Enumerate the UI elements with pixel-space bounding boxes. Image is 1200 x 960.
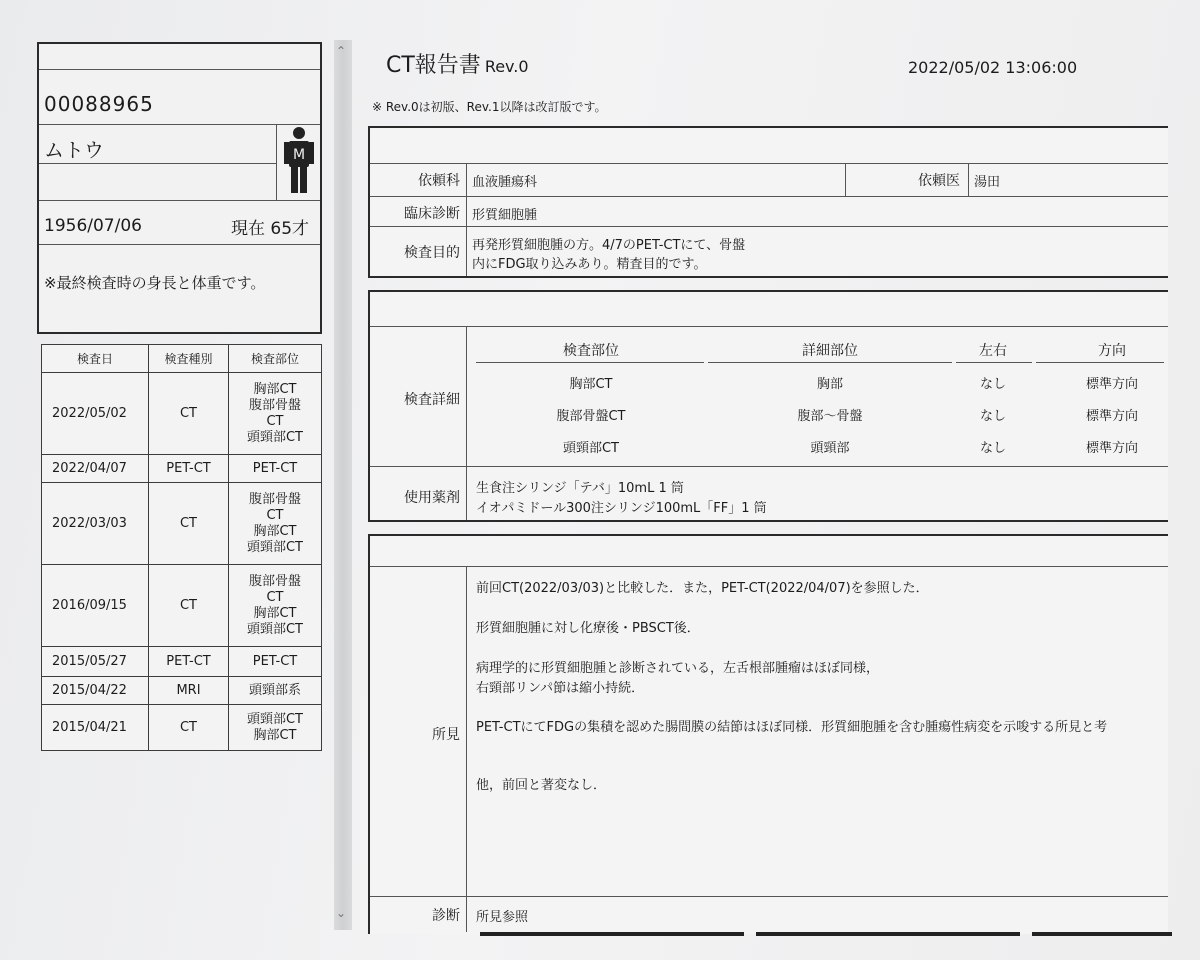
findings-label-divider bbox=[466, 566, 467, 932]
history-part: PET-CT bbox=[252, 460, 298, 476]
exam-row-direction: 標準方向 bbox=[1085, 441, 1138, 456]
report-revision-note: ※ Rev.0は初版、Rev.1以降は改訂版です。 bbox=[372, 100, 607, 114]
exam-row-part: 腹部骨盤CT bbox=[556, 409, 626, 424]
history-part: 頭頸部CT bbox=[246, 429, 304, 445]
history-part: 頭頸部CT bbox=[246, 711, 304, 727]
history-part: 胸部CT bbox=[253, 727, 297, 743]
history-header-type: 検査種別 bbox=[149, 345, 229, 373]
history-parts bbox=[229, 373, 322, 455]
exam-history-table bbox=[41, 344, 322, 751]
request-dept-label: 依頼科 bbox=[418, 173, 460, 189]
exam-row-part: 胸部CT bbox=[569, 377, 613, 392]
report-title-text: CT報告書 bbox=[386, 53, 481, 78]
exam-header-part: 検査部位 bbox=[563, 343, 619, 359]
request-doctor-value: 湯田 bbox=[974, 175, 1001, 190]
exam-header-direction: 方向 bbox=[1098, 343, 1126, 359]
finding-line: 形質細胞腫に対し化療後・PBSCT後． bbox=[476, 621, 700, 636]
history-row[interactable] bbox=[42, 455, 322, 483]
scroll-down-icon[interactable]: ⌄ bbox=[336, 906, 347, 920]
report-datetime: 2022/05/02 13:06:00 bbox=[908, 58, 1078, 77]
history-date: 2015/05/27 bbox=[42, 647, 149, 677]
history-part: CT bbox=[266, 507, 284, 523]
findings-section-header-line bbox=[370, 566, 1168, 567]
exam-header-side: 左右 bbox=[979, 343, 1007, 359]
scroll-up-icon[interactable]: ⌃ bbox=[336, 44, 347, 58]
report-title bbox=[386, 48, 529, 79]
request-section-header-line bbox=[370, 163, 1168, 164]
request-doctor-label: 依頼医 bbox=[918, 173, 960, 189]
exam-row-direction: 標準方向 bbox=[1085, 377, 1138, 392]
finding-line: 病理学的に形質細胞腫と診断されている，左舌根部腫瘤はほぼ同様， bbox=[476, 661, 880, 676]
exam-row-side: なし bbox=[979, 377, 1006, 392]
exam-row-detail: 腹部～骨盤 bbox=[797, 409, 863, 424]
history-date: 2015/04/22 bbox=[42, 677, 149, 705]
exam-row-part: 頭頸部CT bbox=[562, 441, 620, 456]
history-type: CT bbox=[149, 565, 229, 647]
exam-header-underline bbox=[956, 362, 1032, 363]
exam-drug-item: 生食注シリンジ「テバ」10mL 1 筒 bbox=[476, 481, 684, 496]
history-row[interactable] bbox=[42, 677, 322, 705]
finding-line: 前回CT(2022/03/03)と比較した．また，PET-CT(2022/04/07)を参照した． bbox=[476, 581, 929, 596]
history-parts bbox=[229, 647, 322, 677]
exam-section-header-line bbox=[370, 326, 1168, 327]
history-part: 胸部CT bbox=[253, 523, 297, 539]
history-date: 2022/04/07 bbox=[42, 455, 149, 483]
request-label-divider bbox=[466, 163, 467, 276]
history-parts bbox=[229, 483, 322, 565]
findings-diag-label: 診断 bbox=[432, 908, 460, 924]
exam-row-side: なし bbox=[979, 441, 1006, 456]
request-purpose-line: 再発形質細胞腫の方。4/7のPET-CTにて、骨盤 bbox=[472, 238, 746, 253]
exam-row-side: なし bbox=[979, 409, 1006, 424]
history-parts bbox=[229, 677, 322, 705]
exam-detail-label: 検査詳細 bbox=[404, 392, 460, 408]
male-patient-icon bbox=[283, 126, 315, 196]
patient-age: 現在 65才 bbox=[231, 219, 310, 239]
history-part: 頭頸部系 bbox=[248, 682, 301, 698]
request-row-line bbox=[370, 226, 1168, 227]
finding-line: PET-CTにてFDGの集積を認めた腸間膜の結節はほぼ同様．形質細胞腫を含む腫瘍性病変を示唆する所見と考 bbox=[476, 720, 1108, 735]
exam-row-direction: 標準方向 bbox=[1085, 409, 1138, 424]
history-header-date: 検査日 bbox=[42, 345, 149, 373]
patient-name: ムトウ bbox=[44, 138, 104, 162]
history-row[interactable] bbox=[42, 647, 322, 677]
request-row-line bbox=[370, 196, 1168, 197]
exam-drug-line bbox=[370, 466, 1168, 467]
patient-card-header bbox=[39, 44, 320, 70]
history-header-parts: 検査部位 bbox=[229, 345, 322, 373]
request-dept-value: 血液腫瘍科 bbox=[472, 175, 538, 190]
bottom-bar bbox=[756, 932, 1020, 936]
patient-name-blank-divider bbox=[39, 163, 277, 164]
patient-id: 00088965 bbox=[44, 92, 154, 116]
history-row[interactable] bbox=[42, 373, 322, 455]
history-type: CT bbox=[149, 483, 229, 565]
history-part: 腹部骨盤 bbox=[248, 397, 301, 413]
bottom-bar bbox=[480, 932, 744, 936]
exam-row-detail: 頭頸部 bbox=[810, 441, 850, 456]
history-type: PET-CT bbox=[149, 455, 229, 483]
findings-diag-value: 所見参照 bbox=[476, 910, 529, 925]
history-part: PET-CT bbox=[252, 653, 298, 669]
history-part: CT bbox=[266, 413, 284, 429]
patient-dob: 1956/07/06 bbox=[44, 216, 142, 236]
history-row[interactable] bbox=[42, 483, 322, 565]
history-row[interactable] bbox=[42, 565, 322, 647]
findings-label: 所見 bbox=[432, 727, 460, 743]
exam-row-detail: 胸部 bbox=[816, 377, 843, 392]
exam-header-underline bbox=[476, 362, 704, 363]
history-type: MRI bbox=[149, 677, 229, 705]
exam-header-underline bbox=[1036, 362, 1164, 363]
history-row[interactable] bbox=[42, 705, 322, 751]
history-type: PET-CT bbox=[149, 647, 229, 677]
history-header-row bbox=[42, 345, 322, 373]
history-parts bbox=[229, 705, 322, 751]
history-date: 2016/09/15 bbox=[42, 565, 149, 647]
exam-drug-label: 使用薬剤 bbox=[404, 490, 460, 506]
history-type: CT bbox=[149, 705, 229, 751]
history-part: 頭頸部CT bbox=[246, 539, 304, 555]
exam-header-detail: 詳細部位 bbox=[802, 343, 858, 359]
request-purpose-label: 検査目的 bbox=[404, 245, 460, 261]
history-part: 腹部骨盤 bbox=[248, 573, 301, 589]
history-parts bbox=[229, 565, 322, 647]
request-purpose-line: 内にFDG取り込みあり。精査目的です。 bbox=[472, 257, 707, 272]
history-date: 2022/03/03 bbox=[42, 483, 149, 565]
exam-drug-item: イオパミドール300注シリンジ100mL「FF」1 筒 bbox=[476, 501, 767, 516]
history-type: CT bbox=[149, 373, 229, 455]
request-diag-label: 臨床診断 bbox=[404, 206, 460, 222]
svg-text:M: M bbox=[292, 147, 306, 163]
request-diag-value: 形質細胞腫 bbox=[472, 208, 538, 223]
scroll-divider[interactable] bbox=[334, 40, 352, 930]
patient-note: ※最終検査時の身長と体重です。 bbox=[44, 274, 266, 292]
history-part: 胸部CT bbox=[253, 605, 297, 621]
history-part: 胸部CT bbox=[253, 381, 297, 397]
exam-header-underline bbox=[708, 362, 952, 363]
history-part: 腹部骨盤 bbox=[248, 491, 301, 507]
bottom-bar bbox=[1032, 932, 1172, 936]
findings-diag-line bbox=[370, 896, 1168, 897]
finding-line: 右頸部リンパ節は縮小持続． bbox=[476, 681, 645, 696]
history-part: 頭頸部CT bbox=[246, 621, 304, 637]
patient-note-divider bbox=[39, 244, 320, 245]
exam-label-divider bbox=[466, 326, 467, 520]
history-date: 2015/04/21 bbox=[42, 705, 149, 751]
patient-icon-box bbox=[276, 124, 320, 200]
finding-line: 他，前回と著変なし． bbox=[476, 778, 607, 793]
history-date: 2022/05/02 bbox=[42, 373, 149, 455]
history-parts bbox=[229, 455, 322, 483]
request-doctor-divider bbox=[968, 163, 969, 196]
report-revision: Rev.0 bbox=[484, 57, 529, 76]
history-part: CT bbox=[266, 589, 284, 605]
patient-dob-divider bbox=[39, 200, 320, 201]
